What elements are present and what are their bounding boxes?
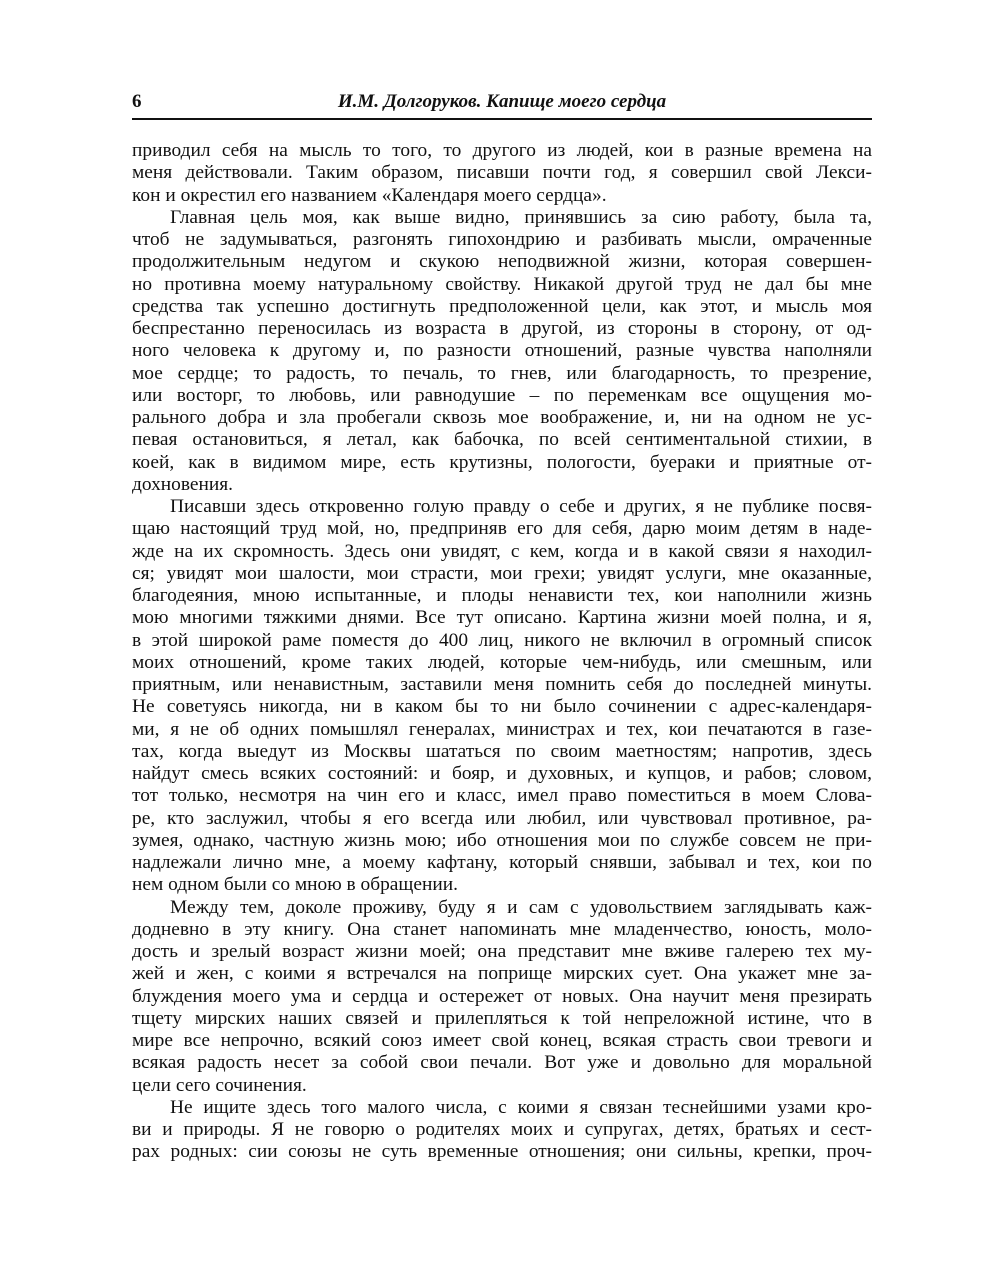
text-line: тщету мирских наших связей и прилепляться к той непреложной истине, что в [132,1007,872,1029]
text-line: меня действовали. Таким образом, писавши почти год, я совершил свой Лекси- [132,162,872,184]
text-line: цели сего сочинения. [132,1074,307,1096]
body-text [132,140,872,1164]
text-line: приводил себя на мысль то того, то другого из людей, кои в разные времена на [132,140,872,161]
text-line: кон и окрестил его названием «Календаря моего сердца». [132,184,607,206]
running-head [132,88,872,120]
text-line: зумея, однако, частную жизнь мою; ибо отношения мои по службе совсем не при- [132,829,872,851]
text-line: ми, я не об одних помышлял генералах, министрах и тех, кои печатаются в газе- [132,718,872,740]
text-line: рального добра и зла пробегали сквозь мое воображение, и, ни на одном не ус- [132,407,872,428]
text-line: или восторг, то любовь, или равнодушие – по переменкам все ощущения мо- [132,384,872,406]
text-line: блуждения моего ума и сердца и остережет от новых. Она научит меня презирать [132,985,872,1007]
text-line: Не советуясь никогда, ни в каком бы то ни было сочинении с адрес-календаря- [132,696,872,718]
text-line: Не ищите здесь того малого числа, с коими я связан теснейшими узами кро- [170,1096,872,1118]
text-line: рах родных: сии союзы не суть временные отношения; они сильны, крепки, проч- [132,1141,872,1163]
text-line: средства так успешно достигнуть предположенной цели, как этот, и мысль моя [132,295,872,317]
text-line: ного человека к другому и, по разности отношений, разные чувства наполняли [132,340,872,362]
text-line: но противна моему натуральному свойству. Никакой другой труд не дал бы мне [132,273,872,295]
text-line: приятным, или ненавистным, заставили меня помнить себя до последней минуты. [132,674,872,695]
text-line: нем одном были со мною в обращении. [132,874,458,896]
text-line: моих отношений, кроме таких людей, которые чем-нибудь, или смешным, или [132,651,872,673]
text-line: благодеяния, мною испытанные, и плоды ненависти тех, кои наполнили жизнь [132,585,872,606]
text-line: надлежали лично мне, а моему кафтану, который снявши, забывал и тех, кои по [132,852,872,873]
text-line: мое сердце; то радость, то печаль, то гнев, или благодарность, то презрение, [132,362,872,384]
text-line: продолжительным недугом и скукою неподвижной жизни, которая совершен- [132,251,872,273]
text-line: беспрестанно переносилась из возраста в другой, из стороны в сторону, от од- [132,318,872,339]
text-line: жде на их скромность. Здесь они увидят, с кем, когда и в какой связи я находил- [132,540,872,562]
page-number: 6 [132,91,142,112]
text-line: жей и жен, с коими я встречался на поприще мирских сует. Она укажет мне за- [132,963,872,985]
text-line: мою многими тяжкими днями. Все тут описано. Картина жизни моей полна, и я, [132,607,872,629]
text-line: Главная цель моя, как выше видно, принявшись за сию работу, была та, [170,206,872,228]
text-line: щаю настоящий труд мой, но, предприняв его для себя, дарю моим детям в наде- [132,518,872,540]
text-line: ся; увидят мои шалости, мои страсти, мои грехи; увидят услуги, мне оказанные, [132,562,872,584]
text-line: Между тем, доколе проживу, буду я и сам с удовольствием заглядывать каж- [170,896,872,918]
text-line: певая остановиться, я летал, как бабочка, по всей сентиментальной стихии, в [132,429,872,451]
text-line: мире все непрочно, всякий союз имеет свой конец, всякая страсть свои тревоги и [132,1030,872,1051]
text-line: ви и природы. Я не говорю о родителях моих и супругах, детях, братьях и сест- [132,1119,872,1140]
text-line: в этой широкой раме поместя до 400 лиц, никого не включил в огромный список [132,629,872,651]
running-title: И.М. Долгоруков. Капище моего сердца [337,91,667,112]
text-line: чтоб не задумываться, разгонять гипохондрию и разбивать мысли, омраченные [132,229,872,250]
text-line: додневно в эту книгу. Она станет напоминать мне младенчество, юность, моло- [132,918,872,940]
text-line: дохновения. [132,473,234,495]
text-line: тот только, несмотря на чин его и класс, имел право поместиться в моем Слова- [132,785,872,807]
text-line: всякая радость несет за собой свои печали. Вот уже и довольно для моральной [132,1052,872,1074]
text-line: дость и зрелый возраст жизни моей; она представит мне вживе галерею тех му- [132,941,872,962]
text-line: найдут смесь всяких состояний: и бояр, и духовных, и купцов, и рабов; словом, [132,763,872,784]
text-line: тах, когда выедут из Москвы шататься по своим маетностям; напротив, здесь [132,740,872,762]
text-line: ре, кто заслужил, чтобы я его всегда или любил, или чувствовал противное, ра- [132,807,872,829]
text-line: Писавши здесь откровенно голую правду о себе и других, я не публике посвя- [170,496,872,517]
text-line: коей, как в видимом мире, есть крутизны, пологости, буераки и приятные от- [132,451,872,473]
